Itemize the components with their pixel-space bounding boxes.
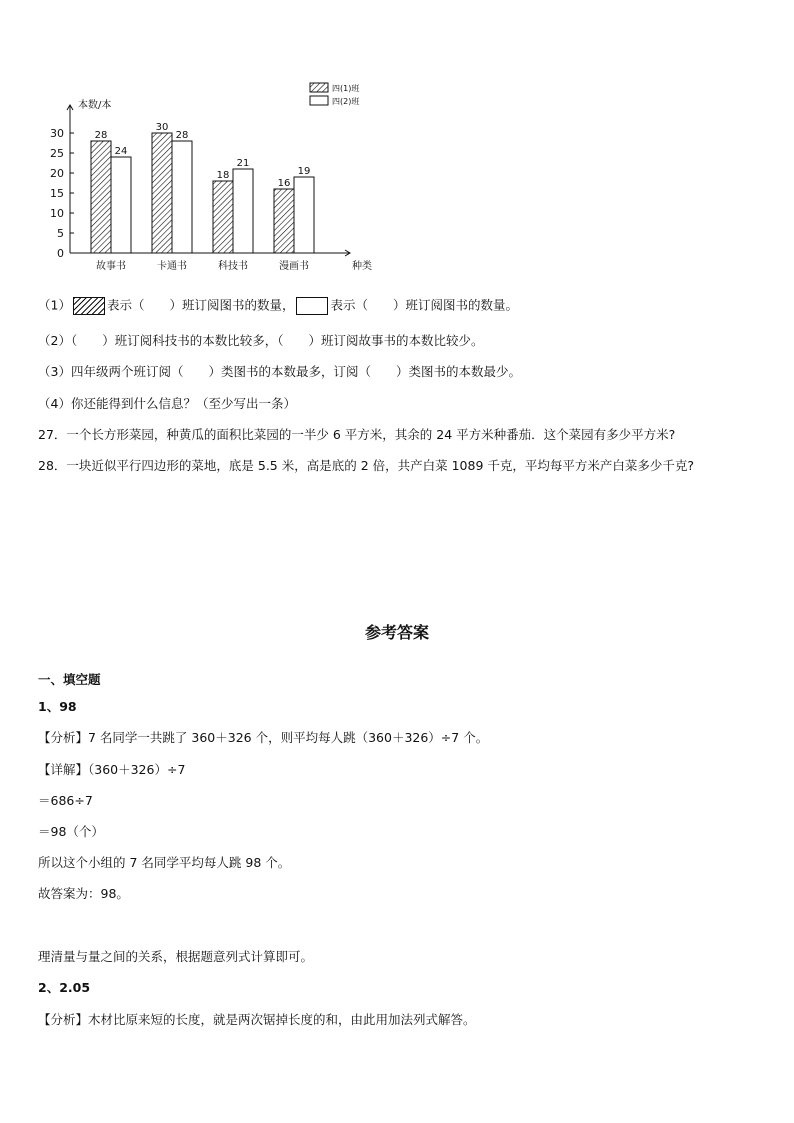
- bar-class2: [233, 169, 253, 253]
- x-tick-label: 卡通书: [157, 261, 187, 272]
- answer-1-analysis: 【分析】7 名同学一共跳了 360＋326 个，则平均每人跳（360＋326）÷7 个。: [38, 730, 489, 745]
- legend-swatch: [310, 83, 328, 92]
- y-tick-label: 15: [50, 187, 64, 200]
- y-tick-label: 20: [50, 167, 64, 180]
- bar-data-label: 21: [236, 158, 250, 169]
- bar-class1: [274, 189, 294, 253]
- white-legend-box: [296, 297, 328, 315]
- question-3: （3）四年级两个班订阅（ ）类图书的本数最多，订阅（ ）类图书的本数最少。: [38, 364, 521, 379]
- bar-data-label: 28: [94, 130, 108, 141]
- q1-prefix: （1）: [38, 297, 71, 313]
- bar-class2: [111, 157, 131, 253]
- bar-chart: [40, 74, 380, 284]
- q1-middle: 表示（ ）班订阅图书的数量，: [106, 297, 295, 313]
- x-axis-label: 种类: [352, 261, 372, 272]
- x-tick-label: 故事书: [96, 261, 126, 272]
- y-axis-label: 本数/本: [78, 100, 112, 111]
- bar-class1: [213, 181, 233, 253]
- question-28: 28．一块近似平行四边形的菜地，底是 5.5 米，高是底的 2 倍，共产白菜 1089 千克，平均每平方米产白菜多少千克?: [38, 458, 695, 473]
- bar-data-label: 28: [175, 130, 189, 141]
- x-tick-label: 科技书: [218, 261, 248, 272]
- answer-1-final: 故答案为：98。: [38, 886, 129, 901]
- y-tick-label: 10: [50, 207, 64, 220]
- answer-1-note: 理清量与量之间的关系，根据题意列式计算即可。: [38, 949, 314, 964]
- question-2: （2）（ ）班订阅科技书的本数比较多，（ ）班订阅故事书的本数比较少。: [38, 333, 484, 348]
- answer-1-heading: 1、98: [38, 699, 77, 714]
- answer-2-analysis: 【分析】木材比原来短的长度，就是两次锯掉长度的和，由此用加法列式解答。: [38, 1012, 476, 1027]
- answer-1-conclusion: 所以这个小组的 7 名同学平均每人跳 98 个。: [38, 855, 291, 870]
- x-tick-label: 漫画书: [279, 261, 309, 272]
- question-1: [38, 297, 518, 315]
- bar-class2: [294, 177, 314, 253]
- section-heading: 一、填空题: [38, 672, 101, 687]
- answer-2-heading: 2、2.05: [38, 980, 91, 995]
- legend-label: 四(1)班: [332, 84, 360, 93]
- hatched-legend-box: [73, 297, 105, 315]
- bar-data-label: 16: [277, 178, 291, 189]
- bar-class1: [91, 141, 111, 253]
- answer-1-step-1: ＝686÷7: [38, 793, 93, 808]
- y-tick-label: 0: [57, 247, 64, 260]
- bar-data-label: 19: [297, 166, 311, 177]
- bar-class2: [172, 141, 192, 253]
- answer-1-step-2: ＝98（个）: [38, 824, 104, 839]
- bar-data-label: 24: [114, 146, 128, 157]
- y-tick-label: 5: [57, 227, 64, 240]
- question-27: 27．一个长方形菜园，种黄瓜的面积比菜园的一半少 6 平方米，其余的 24 平方米种番茄．这个菜园有多少平方米?: [38, 427, 676, 442]
- question-4: （4）你还能得到什么信息？（至少写出一条）: [38, 396, 296, 411]
- bar-data-label: 18: [216, 170, 230, 181]
- bar-data-label: 30: [155, 122, 169, 133]
- bar-class1: [152, 133, 172, 253]
- y-tick-label: 30: [50, 127, 64, 140]
- answer-1-detail: 【详解】（360＋326）÷7: [38, 762, 186, 777]
- answer-title: 参考答案: [364, 623, 429, 642]
- y-tick-label: 25: [50, 147, 64, 160]
- q1-end: 表示（ ）班订阅图书的数量。: [330, 297, 518, 313]
- legend-label: 四(2)班: [332, 97, 360, 106]
- legend-swatch: [310, 96, 328, 105]
